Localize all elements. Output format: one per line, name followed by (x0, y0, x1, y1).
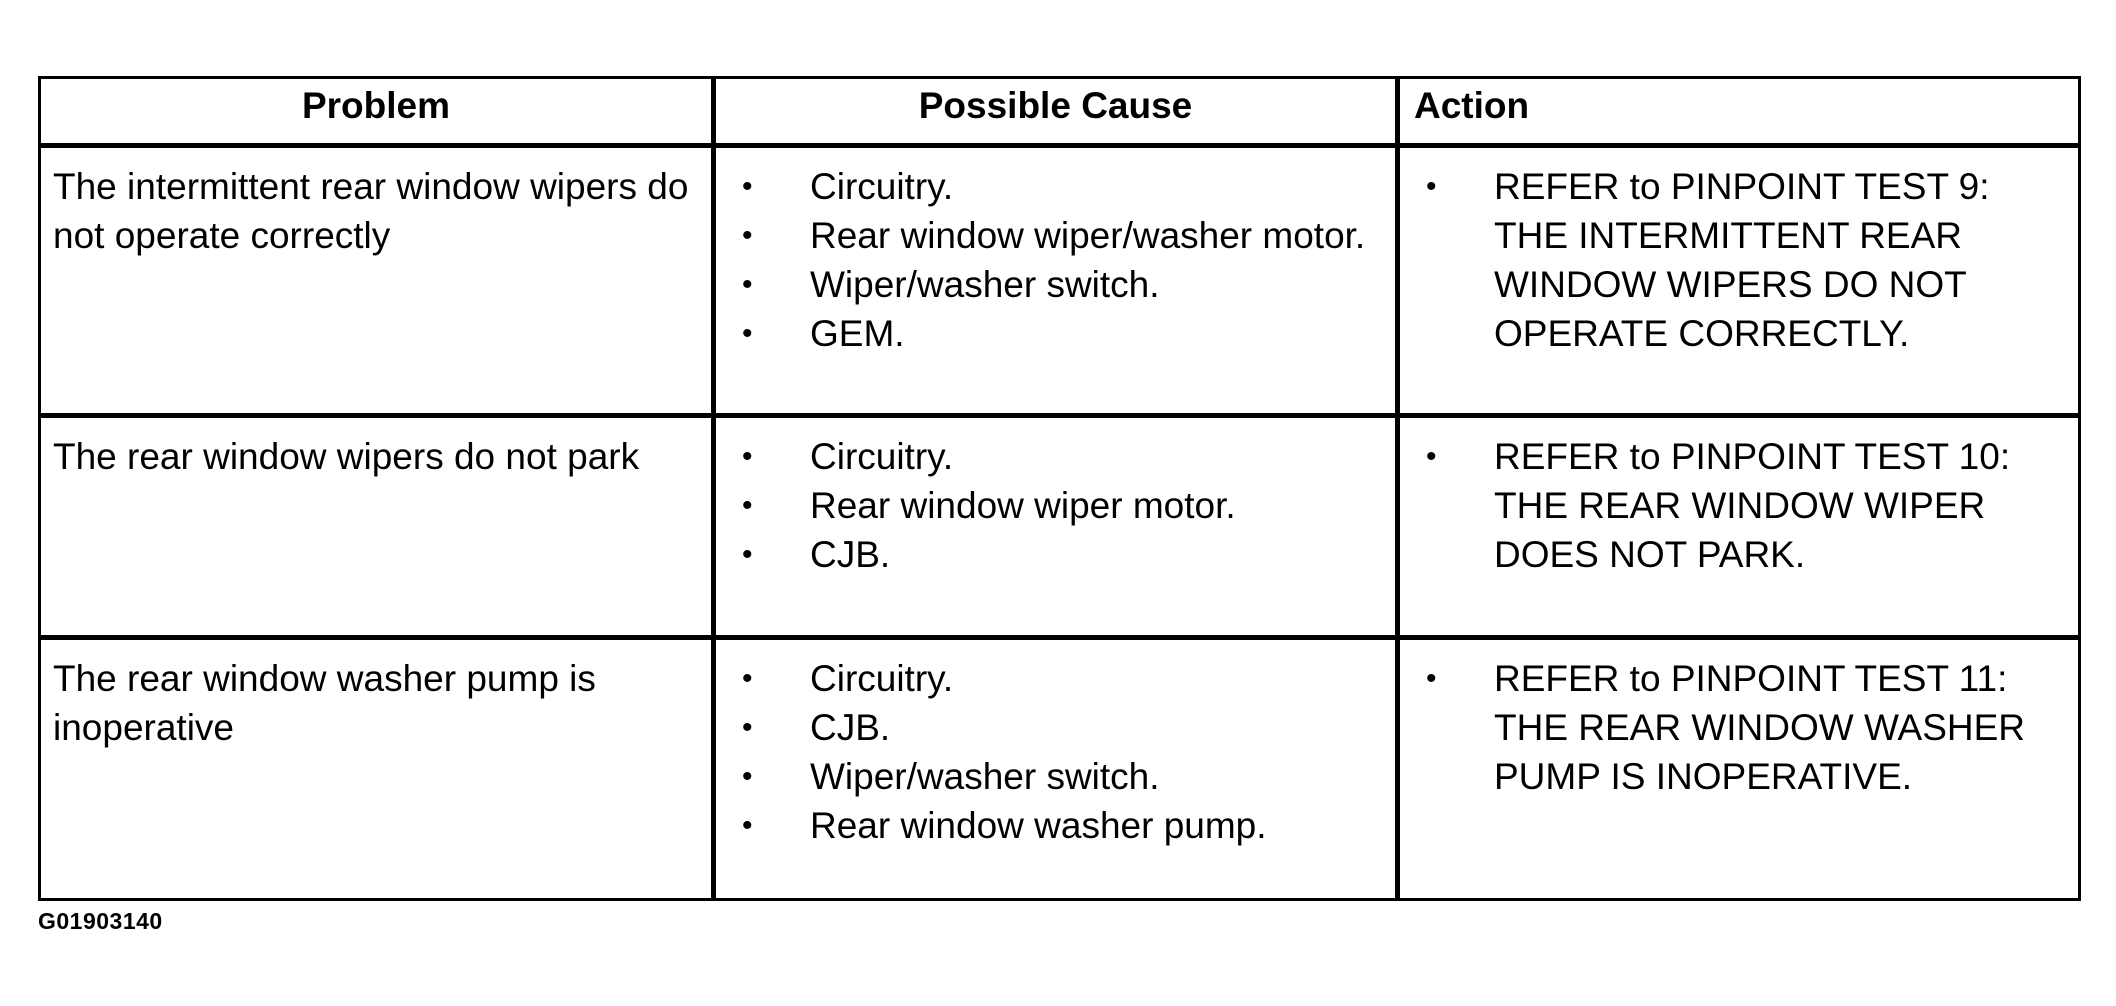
action-cell (1398, 416, 2080, 638)
action-item (1412, 654, 2066, 801)
cause-item (728, 432, 1383, 481)
cause-text: Wiper/washer switch. (810, 756, 1160, 797)
header-problem: Problem (40, 78, 714, 146)
bullet-icon: • (742, 268, 753, 301)
bullet-icon: • (742, 489, 753, 522)
problem-cell: The rear window washer pump is inoperative (40, 638, 714, 900)
table-row (40, 416, 2080, 638)
bullet-icon: • (742, 662, 753, 695)
cause-item (728, 752, 1383, 801)
bullet-icon: • (742, 317, 753, 350)
cause-list (728, 654, 1383, 850)
possible-cause-cell (714, 146, 1398, 416)
header-action: Action (1398, 78, 2080, 146)
action-text: REFER to PINPOINT TEST 11: THE REAR WINDOW WASHER PUMP IS INOPERATIVE. (1494, 658, 2026, 797)
cause-item (728, 309, 1383, 358)
problem-cell: The rear window wipers do not park (40, 416, 714, 638)
possible-cause-cell (714, 638, 1398, 900)
bullet-icon: • (742, 711, 753, 744)
cause-text: Circuitry. (810, 436, 954, 477)
cause-list (728, 432, 1383, 579)
cause-item (728, 260, 1383, 309)
cause-text: Rear window wiper/washer motor. (810, 215, 1366, 256)
table-row (40, 146, 2080, 416)
diagnosis-table (38, 76, 2081, 901)
cause-text: Wiper/washer switch. (810, 264, 1160, 305)
cause-text: Circuitry. (810, 166, 954, 207)
header-possible-cause: Possible Cause (714, 78, 1398, 146)
action-text: REFER to PINPOINT TEST 9: THE INTERMITTENT REAR WINDOW WIPERS DO NOT OPERATE CORRECTLY. (1494, 166, 1990, 354)
bullet-icon: • (742, 219, 753, 252)
problem-cell: The intermittent rear window wipers do not operate correctly (40, 146, 714, 416)
cause-item (728, 481, 1383, 530)
cause-item (728, 801, 1383, 850)
action-cell (1398, 638, 2080, 900)
cause-text: CJB. (810, 707, 891, 748)
cause-text: Rear window washer pump. (810, 805, 1267, 846)
bullet-icon: • (1426, 170, 1437, 203)
header-row (40, 78, 2080, 146)
action-text: REFER to PINPOINT TEST 10: THE REAR WINDOW WIPER DOES NOT PARK. (1494, 436, 2011, 575)
figure-id-label: G01903140 (38, 908, 163, 934)
table-row (40, 638, 2080, 900)
cause-text: GEM. (810, 313, 905, 354)
cause-item (728, 211, 1383, 260)
bullet-icon: • (742, 538, 753, 571)
bullet-icon: • (742, 809, 753, 842)
action-item (1412, 162, 2066, 358)
action-list (1412, 162, 2066, 358)
action-list (1412, 432, 2066, 579)
cause-list (728, 162, 1383, 358)
action-list (1412, 654, 2066, 801)
bullet-icon: • (742, 760, 753, 793)
bullet-icon: • (742, 170, 753, 203)
possible-cause-cell (714, 416, 1398, 638)
bullet-icon: • (1426, 440, 1437, 473)
bullet-icon: • (1426, 662, 1437, 695)
action-item (1412, 432, 2066, 579)
bullet-icon: • (742, 440, 753, 473)
cause-item (728, 654, 1383, 703)
cause-item (728, 162, 1383, 211)
cause-item (728, 530, 1383, 579)
cause-text: Rear window wiper motor. (810, 485, 1236, 526)
cause-text: CJB. (810, 534, 891, 575)
cause-text: Circuitry. (810, 658, 954, 699)
cause-item (728, 703, 1383, 752)
action-cell (1398, 146, 2080, 416)
